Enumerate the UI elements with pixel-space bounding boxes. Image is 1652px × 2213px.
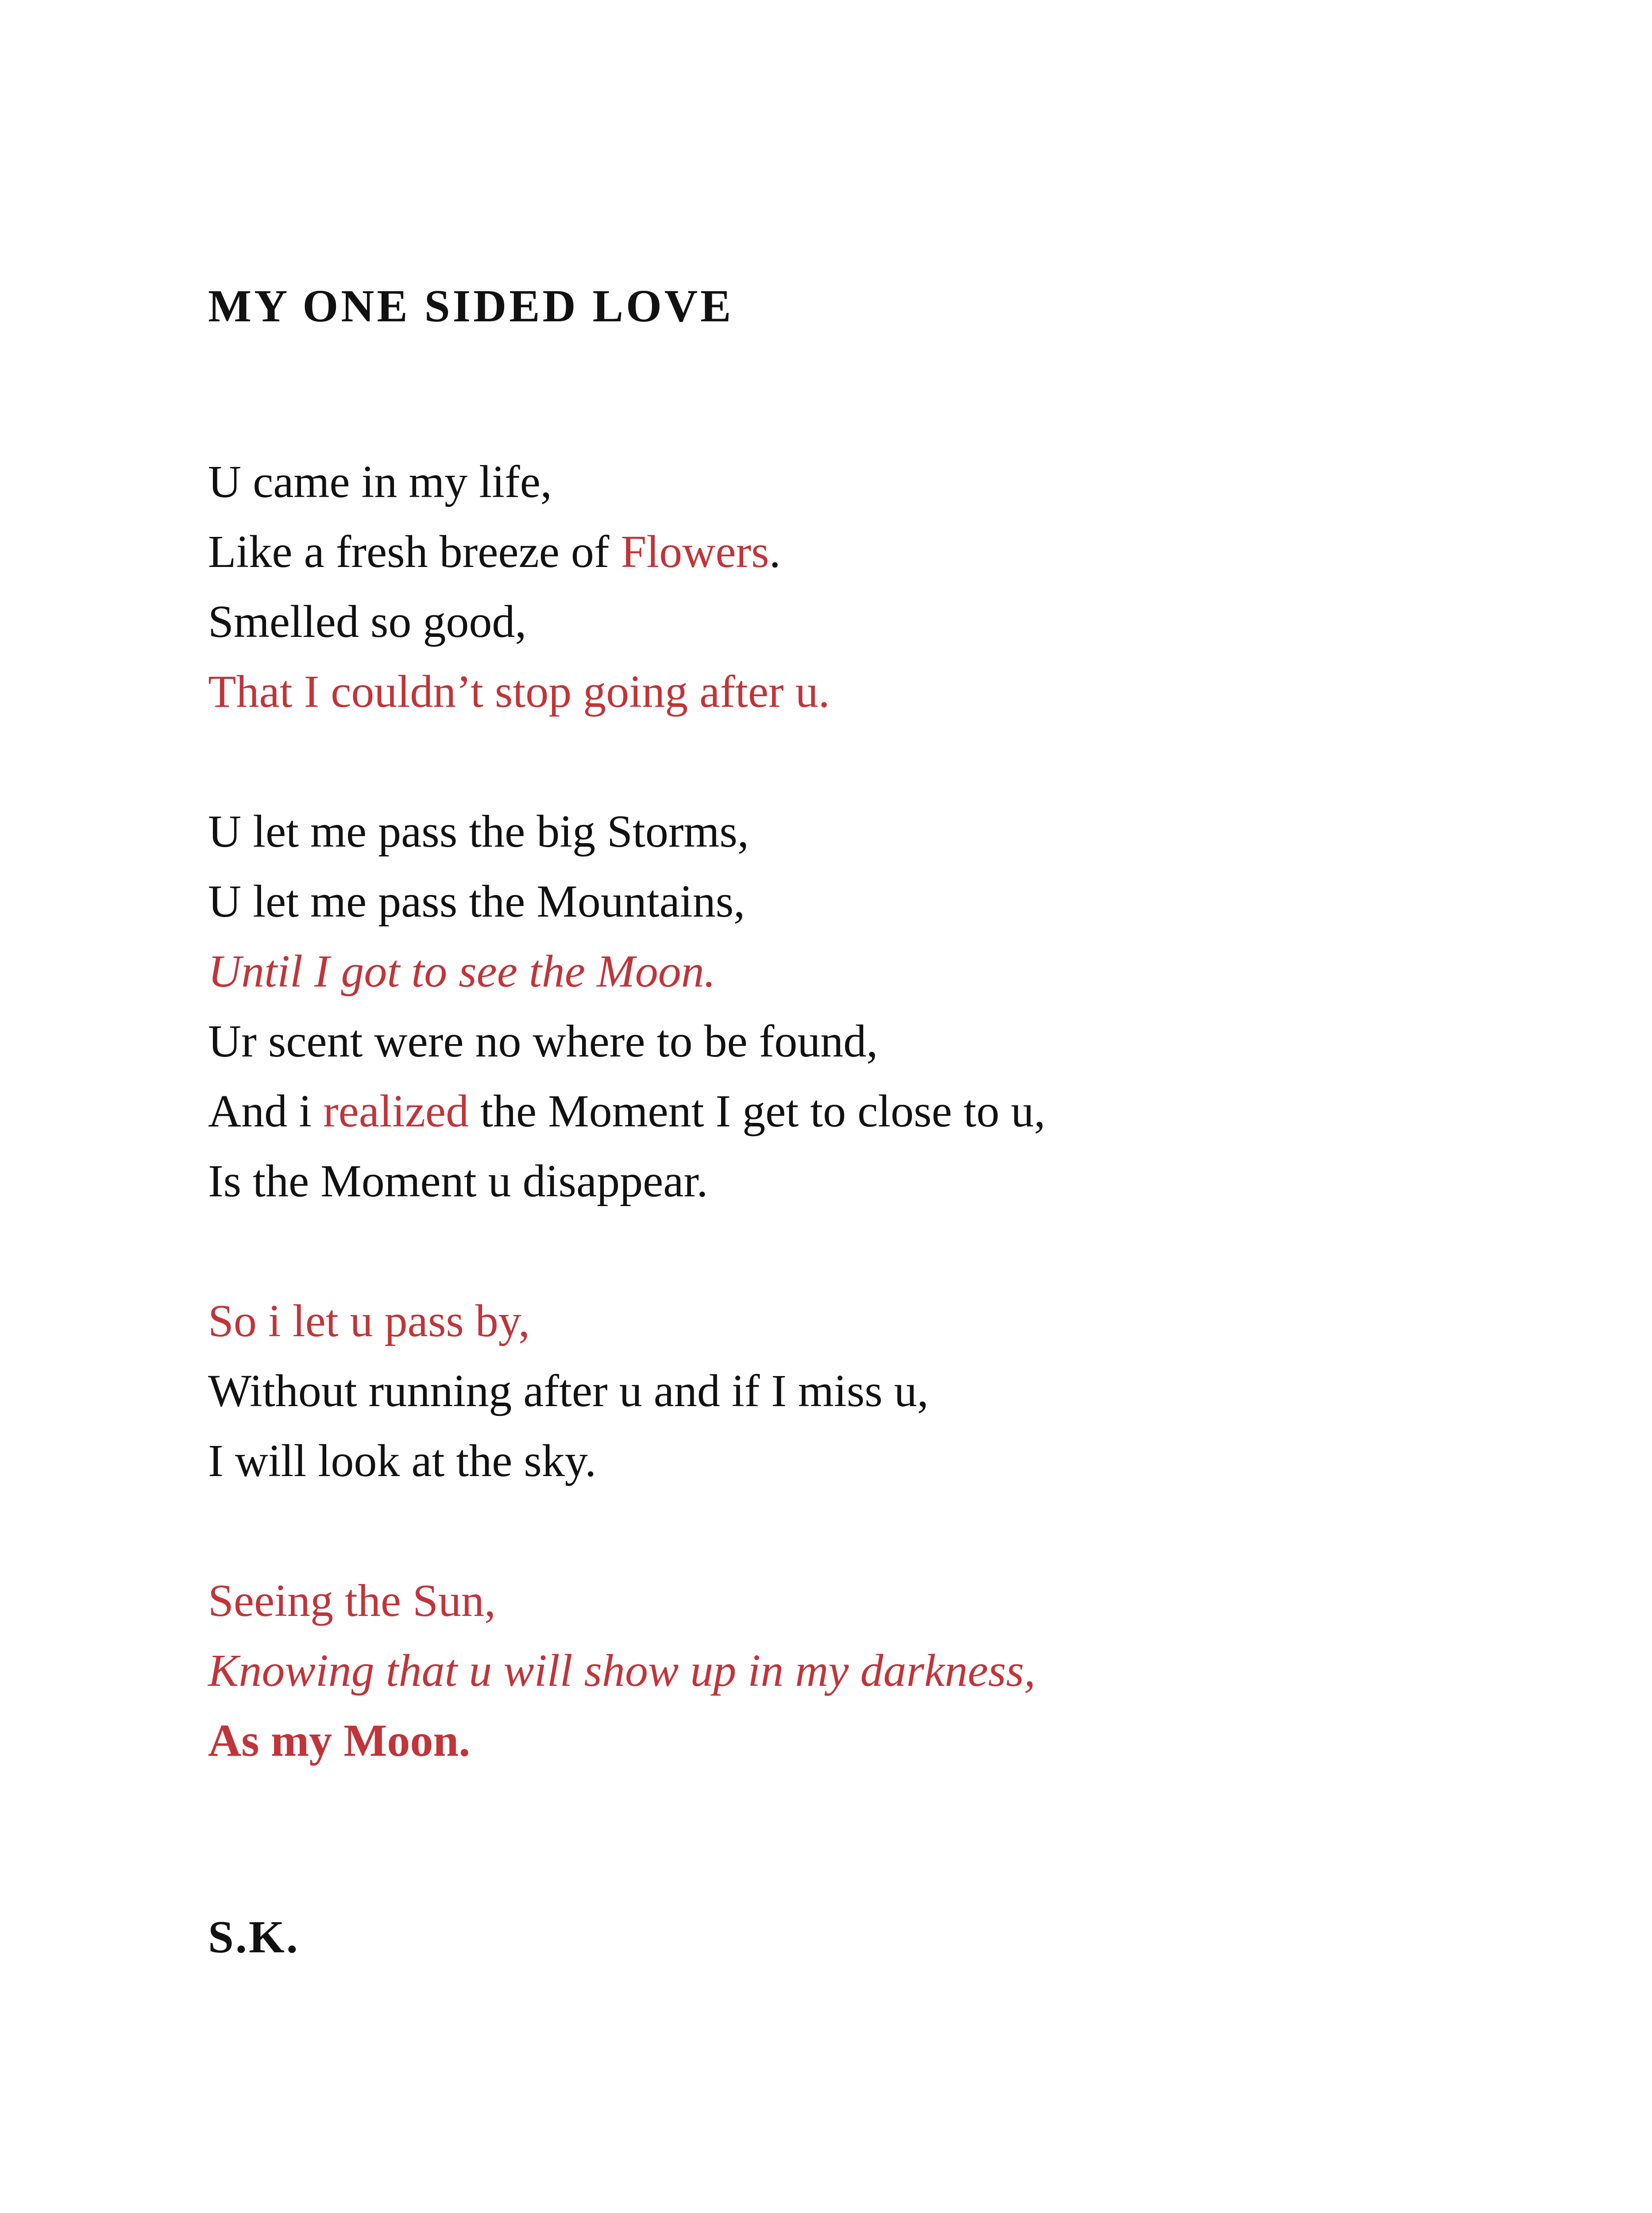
stanza-1-line-2: [208, 517, 1046, 587]
stanza-4-line-3: As my Moon.: [208, 1715, 471, 1766]
stanza-1-line-2-start: Like a fresh breeze of: [208, 526, 621, 577]
stanza-2-line-5-start: And i: [208, 1086, 323, 1137]
stanza-break: [208, 1496, 1046, 1566]
stanza-1-line-3: Smelled so good,: [208, 596, 527, 647]
stanza-2-line-2: U let me pass the Mountains,: [208, 876, 745, 927]
stanza-3-line-3: I will look at the sky.: [208, 1435, 597, 1486]
stanza-1-line-4: That I couldn’t stop going after u.: [208, 666, 830, 717]
stanza-1-line-2-end: .: [769, 526, 781, 577]
author-signature: S.K.: [208, 1912, 300, 1962]
stanza-4-line-1: Seeing the Sun,: [208, 1575, 496, 1626]
stanza-4-line-2: Knowing that u will show up in my darkness,: [208, 1645, 1036, 1696]
poem-title: MY ONE SIDED LOVE: [208, 281, 734, 332]
highlight-realized: realized: [323, 1086, 469, 1137]
stanza-2-line-5: [208, 1076, 1046, 1146]
stanza-1-line-1: U came in my life,: [208, 456, 552, 507]
stanza-2-line-5-end: the Moment I get to close to u,: [469, 1086, 1046, 1137]
stanza-break: [208, 1216, 1046, 1286]
stanza-2-line-4: Ur scent were no where to be found,: [208, 1016, 878, 1067]
stanza-2-line-3: Until I got to see the Moon.: [208, 946, 716, 997]
stanza-2-line-1: U let me pass the big Storms,: [208, 806, 749, 857]
stanza-3-line-1: So i let u pass by,: [208, 1295, 530, 1346]
stanza-3-line-2: Without running after u and if I miss u,: [208, 1365, 929, 1416]
highlight-flowers: Flowers: [621, 526, 769, 577]
stanza-2-line-6: Is the Moment u disappear.: [208, 1156, 708, 1207]
stanza-break: [208, 727, 1046, 797]
poem-body: [208, 447, 1046, 1776]
